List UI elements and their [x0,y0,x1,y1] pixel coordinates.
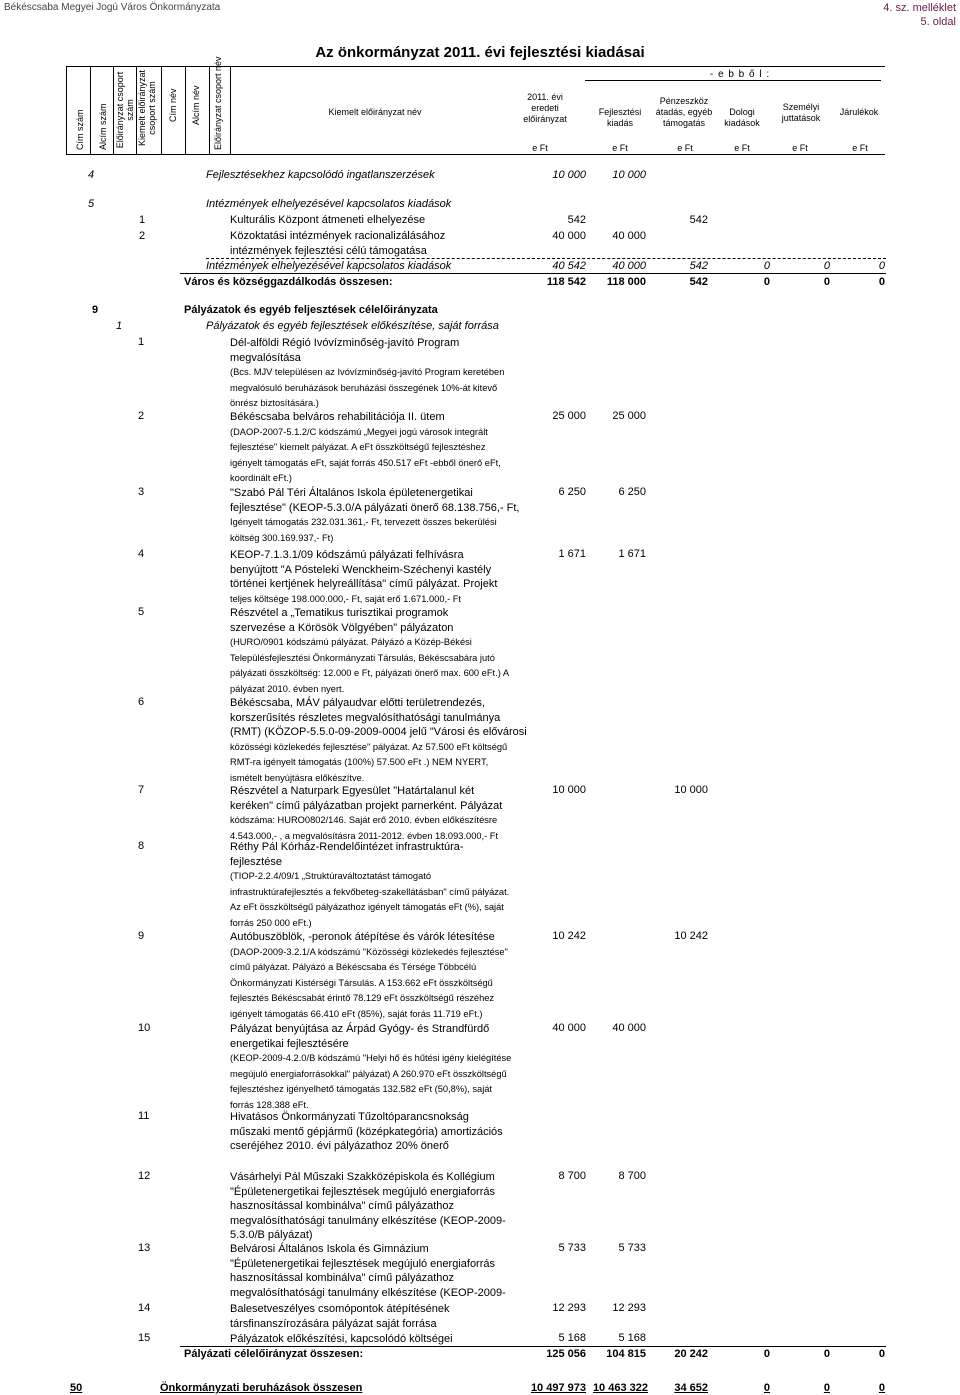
col-szemelyi-line2: juttatások [781,113,821,123]
project-12-number: 12 [138,1170,151,1182]
project-7-note-line: 4.543.000,- , a megvalósításra 2011-2012. évben 18.093.000,- Ft [230,830,499,841]
page-title: Az önkormányzat 2011. évi fejlesztési kiadásai [315,44,645,61]
row-5-2-label-line1: Közoktatási intézmények racionalizálásához [230,230,446,242]
col-jarulekok: Járulékok [839,107,879,117]
project-5-title-line: Részvétel a „Tematikus turisztikai programok [230,607,449,619]
grand-total-fejlesztesi: 10 463 322 [592,1382,648,1394]
col-penzeszkoz-line2: átadás, egyéb [655,107,713,117]
project-6-title-line: korszerűsítés részletes megvalósíthatósági tanulmánya [230,711,501,724]
col-cim-nev: Cím név [168,88,178,122]
col-eredeti-line1: 2011. évi [527,92,563,102]
project-1-title-line: megvalósítása [230,351,301,364]
project-3-fejlesztesi: 6 250 [618,486,646,498]
page-number: 5. oldal [920,16,956,28]
project-13-description [230,1242,520,1300]
project-7-title-line: keréken" című pályázatban projekt parnerként. Pályázat [230,799,503,812]
project-13-number: 13 [138,1242,151,1254]
project-5-description [230,606,520,697]
project-8-note-line: forrás 250 000 eFt.) [230,917,312,928]
row-5-1-label: Kulturális Központ átmeneti elhelyezése [230,214,426,226]
project-9-note-line: Önkormányzati Kistérségi Társulás. A 153.662 eFt összköltségű [230,977,493,988]
project-11-title-line: cseréjéhez 2010. évi pályázathoz 20% önerő [230,1140,449,1152]
project-11-number: 11 [138,1110,150,1122]
project-10-number: 10 [138,1022,151,1034]
project-1-description [230,336,520,412]
project-2-note-line: koordinált eFt.) [230,473,293,483]
row-5-2-label-line2: intézmények fejlesztési célú támogatása [230,245,427,257]
unit-fejlesztesi: e Ft [612,143,628,153]
col-eloiranyzat-csoport-szam: Előirányzat csoport szám [115,71,135,149]
unit-eredeti: e Ft [532,143,548,153]
varos-total-jarulekok: 0 [878,276,885,288]
project-1-note-line: önrész biztosítására.) [230,398,319,408]
project-12-title-line: Vásárhelyi Pál Műszaki Szakközépiskola és Kollégium [230,1171,495,1183]
project-10-note-line: megújuló energiaforrásokkal" pályázat) A 260.970 eFt összköltségű [230,1068,507,1079]
project-15-fejlesztesi: 5 168 [618,1332,646,1344]
project-5-note-line: pályázat 2010. évben nyert. [230,683,345,694]
project-14-title-line: társfinanszírozására pályázat saját forrása [230,1317,437,1330]
row-5-subtotal-eredeti: 40 542 [552,260,586,272]
grand-total-eredeti: 10 497 973 [530,1382,586,1394]
project-2-note-line: igényelt támogatás eFt, saját forrás 450.517 eFt -ebből önerő eFt, [230,457,501,468]
project-12-title-line: megvalósíthatósági tanulmány elkészítése (KEOP-2009- [230,1214,506,1227]
project-3-title-line: "Szabó Pál Téri Általános Iskola épületenergetikai [230,487,473,499]
project-1-note-line: (Bcs. MJV településen az Ivóvízminőség-javító Program keretében [230,367,505,377]
project-15-title-line: Pályázatok előkészítési, kapcsolódó költségei [230,1333,453,1345]
project-8-note-line: Az eFt összköltségű pályázathoz igényelt támogatás eFt (%), saját [230,902,504,912]
project-10-note-line: (KEOP-2009-4.2.0/B kódszámú "Helyi hő és hűtési igény kielégítése [230,1053,512,1063]
row-4-label: Fejlesztésekhez kapcsolódó ingatlanszerzések [206,169,435,181]
project-2-title-line: Békéscsaba belváros rehabilitációja II. ütem [230,411,445,423]
row-5-2-number: 2 [139,230,146,242]
project-4-description [230,548,520,607]
project-15-eredeti: 5 168 [558,1332,586,1344]
row-9-1-number: 1 [116,320,123,332]
project-5-note-line: pályázati összköltség: 12.000 e Ft, pályázati önerő max. 600 eFt.) A [230,668,510,678]
project-2-number: 2 [138,410,145,422]
project-4-title-line: történei kertjének helyreállítása" című pályázat. Projekt [230,578,498,590]
palyazati-total-label: Pályázati célelőirányzat összesen: [184,1348,364,1360]
project-14-title-line: Balesetveszélyes csomópontok átépítésének [230,1303,450,1315]
project-6-title-line: Békéscsaba, MÁV pályaudvar előtti területrendezés, [230,697,485,709]
project-5-number: 5 [138,606,145,618]
project-4-fejlesztesi: 1 671 [618,548,646,560]
project-15-description [230,1332,520,1347]
project-12-title-line: hasznosítással kombinálva" című pályázathoz [230,1200,455,1212]
row-5-subtotal-penzeszkoz: 542 [689,260,708,272]
row-9-1-label: Pályázatok és egyéb fejlesztések előkészítése, saját forrása [206,320,499,332]
project-3-description [230,486,520,546]
project-10-eredeti: 40 000 [552,1022,586,1034]
project-12-title-line: "Épületenergetikai fejlesztések megújuló energiaforrás [230,1185,495,1198]
varos-total-penzeszkoz: 542 [689,276,708,288]
project-9-number: 9 [138,930,145,942]
project-15-number: 15 [138,1332,151,1344]
project-4-title-line: benyújtott "A Pósteleki Wenckheim-Széchenyi kastély [230,563,492,576]
project-8-title-line: Réthy Pál Kórház-Rendelőintézet infrastruktúra- [230,841,464,853]
col-penzeszkoz [655,96,713,129]
project-13-title-line: hasznosítással kombinálva" című pályázathoz [230,1272,455,1284]
project-3-number: 3 [138,486,145,498]
row-5-number: 5 [88,198,95,210]
unit-szemelyi: e Ft [792,143,808,153]
project-7-eredeti: 10 000 [552,784,586,796]
col-kiemelt-nev: Kiemelt előirányzat név [328,107,422,117]
unit-jarulekok: e Ft [852,143,868,153]
varos-total-dologi: 0 [763,276,770,288]
project-12-eredeti: 8 700 [558,1170,586,1182]
project-13-title-line: Belvárosi Általános Iskola és Gimnázium [230,1243,429,1255]
project-10-fejlesztesi: 40 000 [612,1022,646,1034]
project-1-note-line: megvalósuló beruházások beruházási összegének 10%-át kitevő [230,382,498,393]
row-5-subtotal-szemelyi: 0 [823,260,830,272]
project-8-title-line: fejlesztése [230,855,282,868]
project-2-note-line: fejlesztése" kiemelt pályázat. A eFt összköltségű fejlesztéshez [230,442,486,452]
project-14-description [230,1302,520,1331]
palyazati-total-eredeti: 125 056 [546,1348,586,1360]
project-7-title-line: Részvétel a Naturpark Egyesület "Határtalanul két [230,785,475,797]
project-8-description [230,840,520,931]
project-9-description [230,930,520,1022]
row-5-subtotal-dologi: 0 [763,260,770,272]
project-5-note-line: Településfejlesztési Önkormányzati Társulás, Békéscsabára jutó [230,652,495,663]
grand-total-penzeszkoz: 34 652 [674,1382,708,1394]
project-13-title-line: "Épületenergetikai fejlesztések megújuló energiaforrás [230,1257,495,1270]
project-3-title-line: fejlesztése" (KEOP-5.3.0/A pályázati önerő 68.138.756,- Ft, [230,501,520,514]
grand-total-jarulekok: 0 [878,1382,885,1394]
row-4-number: 4 [88,169,95,181]
project-6-note-line: ismételt benyújtásra előkészítve. [230,772,365,783]
project-6-note-line: közösségi közlekedés fejlesztése" pályázat. Az 57.500 eFt költségű [230,741,508,752]
row-5-label: Intézmények elhelyezésével kapcsolatos kiadások [206,198,452,210]
project-3-eredeti: 6 250 [558,486,586,498]
row-4-eredeti: 10 000 [552,169,586,181]
project-9-note-line: (DAOP-2009-3.2.1/A kódszámú "Közösségi közlekedés fejlesztése" [230,946,508,957]
project-5-note-line: (HURO/0901 kódszámú pályázat. Pályázó a Közép-Békési [230,637,472,647]
project-6-description [230,696,527,786]
project-9-note-line: fejlesztés Békéscsabát érintő 78.129 eFt összköltségű részéhez [230,993,495,1003]
col-dologi: Dologi kiadások [724,107,760,128]
unit-penzeszkoz: e Ft [677,143,693,153]
project-14-number: 14 [138,1302,151,1314]
row-5-2-fejlesztesi: 40 000 [612,230,646,242]
varos-total-fejlesztesi: 118 000 [606,276,646,288]
organization-name: Békéscsaba Megyei Jogú Város Önkormányzata [4,2,221,13]
project-9-title-line: Autóbuszöblök, -peronok átépítése és várók létesítése [230,931,495,943]
row-5-subtotal-jarulekok: 0 [878,260,885,272]
col-ebbol: - e b b ő l : [709,69,771,80]
project-8-number: 8 [138,840,145,852]
project-9-note-line: című pályázat. Pályázó a Békéscsaba és Térsége Többcélú [230,962,477,972]
project-14-fejlesztesi: 12 293 [612,1302,646,1314]
varos-total-label: Város és községgazdálkodás összesen: [184,276,393,288]
project-4-note-line: teljes költsége 198.000.000,- Ft, saját erő 1.671.000,- Ft [230,593,462,604]
project-13-title-line: megvalósíthatósági tanulmány elkészítése (KEOP-2009- [230,1286,506,1299]
row-5-2-eredeti: 40 000 [552,230,586,242]
grand-total-label: Önkormányzati beruházások összesen [160,1382,363,1394]
palyazati-total-szemelyi: 0 [823,1348,830,1360]
col-alcim-szam: Alcím szám [98,103,108,150]
row-5-subtotal-fejlesztesi: 40 000 [612,260,646,272]
project-13-eredeti: 5 733 [558,1242,586,1254]
grand-total-dologi: 0 [763,1382,770,1394]
row-5-1-number: 1 [139,214,146,226]
project-9-penzeszkoz: 10 242 [674,930,708,942]
col-alcim-nev: Alcím név [191,85,201,125]
project-2-fejlesztesi: 25 000 [612,410,646,422]
col-penzeszkoz-line1: Pénzeszköz [659,96,709,106]
project-10-note-line: forrás 128.388 eFt. [230,1099,309,1110]
annex-number: 4. sz. melléklet [883,2,956,14]
row-5-1-eredeti: 542 [567,214,586,226]
col-szemelyi [772,102,830,124]
row-5-subtotal-label: Intézmények elhelyezésével kapcsolatos kiadások [206,260,452,272]
palyazati-total-dologi: 0 [763,1348,770,1360]
col-cim-szam: Cím szám [75,109,85,150]
grand-total-number: 50 [70,1382,83,1394]
subtotal-divider [206,258,886,259]
project-7-note-line: kódszáma: HURO0802/146. Saját erő 2010. évben előkészítésre [230,815,498,825]
project-10-title-line: energetikai fejlesztésére [230,1037,349,1050]
varos-total-szemelyi: 0 [823,276,830,288]
col-szemelyi-line1: Személyi [782,102,820,112]
project-4-eredeti: 1 671 [558,548,586,560]
col-penzeszkoz-line3: támogatás [662,118,706,128]
palyazati-total-jarulekok: 0 [878,1348,885,1360]
project-3-note-line: Igényelt támogatás 232.031.361,- Ft, tervezett összes bekerülési [230,517,497,527]
project-10-title-line: Pályázat benyújtása az Árpád Gyógy- és Strandfürdő [230,1023,490,1035]
col-kiemelt-szam: Kiemelt előirányzat csoport szám [137,69,157,147]
project-11-title-line: műszaki mentő gépjármű (középkategória) amortizációs [230,1125,503,1138]
project-7-number: 7 [138,784,145,796]
project-2-eredeti: 25 000 [552,410,586,422]
project-9-note-line: igényelt támogatás 66.410 eFt (85%), saját forás 11.719 eFt.) [230,1008,483,1019]
project-5-title-line: szervezése a Körösök Völgyében" pályázaton [230,621,454,634]
project-11-description [230,1110,520,1154]
row-9-number: 9 [92,304,99,316]
grand-total-szemelyi: 0 [823,1382,830,1394]
project-12-description [230,1170,520,1243]
project-4-title-line: KEOP-7.1.3.1/09 kódszámú pályázati felhívásra [230,549,464,561]
project-11-title-line: Hivatásos Önkormányzati Tűzoltóparancsnokság [230,1111,469,1123]
project-3-note-line: költség 300.169.937,- Ft) [230,532,334,543]
project-6-title-line: (RMT) (KÖZOP-5.5.0-09-2009-0004 jelű "Városi és elővárosi [230,726,527,738]
row-4-fejlesztesi: 10 000 [612,169,646,181]
project-1-number: 1 [138,336,145,348]
project-13-fejlesztesi: 5 733 [618,1242,646,1254]
project-12-title-line: 5.3.0/B pályázat) [230,1229,313,1241]
col-eloiranyzat-csoport-nev: Előirányzat csoport név [213,56,223,150]
project-1-title-line: Dél-alföldi Régió Ivóvízminőség-javító Program [230,337,460,349]
row-9-label: Pályázatok és egyéb feljesztések célelőirányzata [184,304,438,316]
col-fejlesztesi: Fejlesztési kiadás [598,107,642,128]
unit-dologi: e Ft [734,143,750,153]
project-12-fejlesztesi: 8 700 [618,1170,646,1182]
project-10-description [230,1022,520,1113]
project-2-note-line: (DAOP-2007-5.1.2/C kódszámú „Megyei jogú városok integrált [230,426,488,437]
project-8-note-line: infrastruktúrafejlesztés a fekvőbeteg-szakellátásban" című pályázat. [230,886,510,897]
project-2-description [230,410,520,487]
col-eredeti-line2: eredeti előirányzat [523,103,567,124]
varos-total-eredeti: 118 542 [546,276,586,288]
project-14-eredeti: 12 293 [552,1302,586,1314]
palyazati-total-penzeszkoz: 20 242 [674,1348,708,1360]
project-9-eredeti: 10 242 [552,930,586,942]
col-eredeti [510,92,580,125]
palyazati-total-fejlesztesi: 104 815 [606,1348,646,1360]
row-5-1-penzeszkoz: 542 [689,214,708,226]
project-4-number: 4 [138,548,145,560]
project-7-penzeszkoz: 10 000 [674,784,708,796]
project-8-note-line: (TIOP-2.2.4/09/1 „Struktúraváltoztatást támogató [230,871,432,881]
project-6-number: 6 [138,696,145,708]
project-10-note-line: fejlesztéshez igényelhető támogatás 132.582 eFt (50,8%), saját [230,1084,493,1094]
project-6-note-line: RMT-ra igényelt támogatás (100%) 57.500 eFt .) NEM NYERT, [230,757,489,767]
project-7-description [230,784,520,844]
